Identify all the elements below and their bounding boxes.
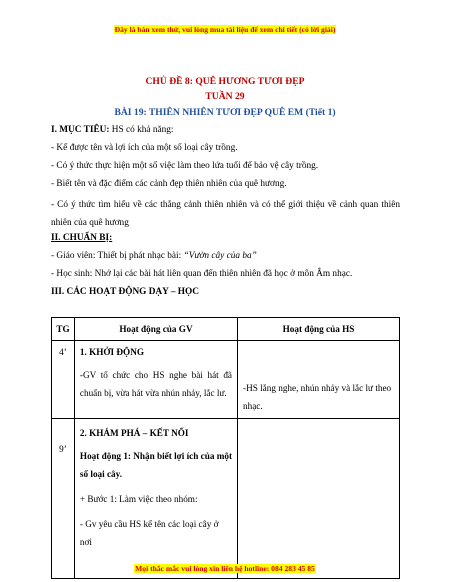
header-student: Hoạt động của HS bbox=[238, 318, 400, 341]
objectives-line bbox=[51, 124, 400, 136]
header-teacher: Hoạt động của GV bbox=[74, 318, 237, 341]
topic-title: CHỦ ĐỀ 8: QUÊ HƯƠNG TƯƠI ĐẸP bbox=[145, 76, 305, 87]
activity-step: + Bước 1: Làm việc theo nhóm: bbox=[79, 494, 198, 504]
section-title: 2. KHÁM PHÁ – KẾT NỐI bbox=[79, 428, 189, 438]
student-cell bbox=[238, 341, 400, 419]
table-header-row bbox=[52, 318, 400, 341]
week-title: TUẦN 29 bbox=[205, 91, 245, 102]
objective-item: - Có ý thức tìm hiểu về các thắng cảnh thiên nhiên và có thể giới thiệu về cảnh quan thiên nhiên của quê hương bbox=[51, 200, 400, 228]
lesson-plan-table bbox=[51, 317, 400, 579]
preview-notice-banner: Đây là bản xem thử, vui lòng mua tài liệu để xem chi tiết (có lời giải) bbox=[114, 25, 336, 34]
student-activity-text: -HS lắng nghe, nhún nhảy và lắc lư theo nhạc. bbox=[243, 383, 392, 411]
time-cell: 4’ bbox=[52, 341, 75, 419]
objective-item: - Có ý thức thực hiện một số việc làm theo lứa tuổi để bảo vệ cây trồng. bbox=[51, 161, 319, 171]
objectives-heading: I. MỤC TIÊU: bbox=[51, 125, 110, 135]
objective-item: - Biết tên và đặc điểm các cảnh đẹp thiên nhiên của quê hương. bbox=[51, 179, 287, 189]
hotline-banner: Mọi thắc mắc vui lòng xin liên hệ hotline: 084 283 45 85 bbox=[135, 564, 315, 573]
preparation-heading: II. CHUẨN BỊ: bbox=[51, 233, 113, 243]
time-cell: 9’ bbox=[52, 419, 75, 579]
objective-item: - Kể được tên và lợi ích của một số loại cây trồng. bbox=[51, 143, 238, 153]
section-title: 1. KHỞI ĐỘNG bbox=[79, 347, 144, 357]
table-row bbox=[52, 341, 400, 419]
teacher-cell bbox=[74, 341, 237, 419]
student-preparation: - Học sinh: Nhớ lại các bài hát liên quan đến thiên nhiên đã học ở môn Âm nhạc. bbox=[51, 269, 353, 279]
teacher-activity-text: - Gv yêu cầu HS kể tên các loại cây ở nơi bbox=[79, 519, 219, 547]
header-tg: TG bbox=[52, 318, 75, 341]
teacher-cell bbox=[74, 419, 237, 579]
objectives-intro: HS có khả năng: bbox=[109, 125, 174, 135]
table-row bbox=[52, 419, 400, 579]
activities-heading: III. CÁC HOẠT ĐỘNG DẠY – HỌC bbox=[51, 287, 199, 297]
teacher-activity-text: -GV tổ chức cho HS nghe bài hát đã chuẩn bị, vừa hát vừa nhún nhảy, lắc lư. bbox=[79, 370, 233, 398]
song-title: “Vườn cây của ba” bbox=[183, 251, 257, 261]
student-cell bbox=[238, 419, 400, 579]
teacher-preparation: - Giáo viên: Thiết bị phát nhạc bài: “Vườn cây của ba” bbox=[51, 251, 257, 261]
lesson-title: BÀI 19: THIÊN NHIÊN TƯƠI ĐẸP QUÊ EM (Tiết 1) bbox=[114, 107, 336, 118]
activity-subtitle: Hoạt động 1: Nhận biết lợi ích của một số loại cây. bbox=[79, 451, 233, 479]
